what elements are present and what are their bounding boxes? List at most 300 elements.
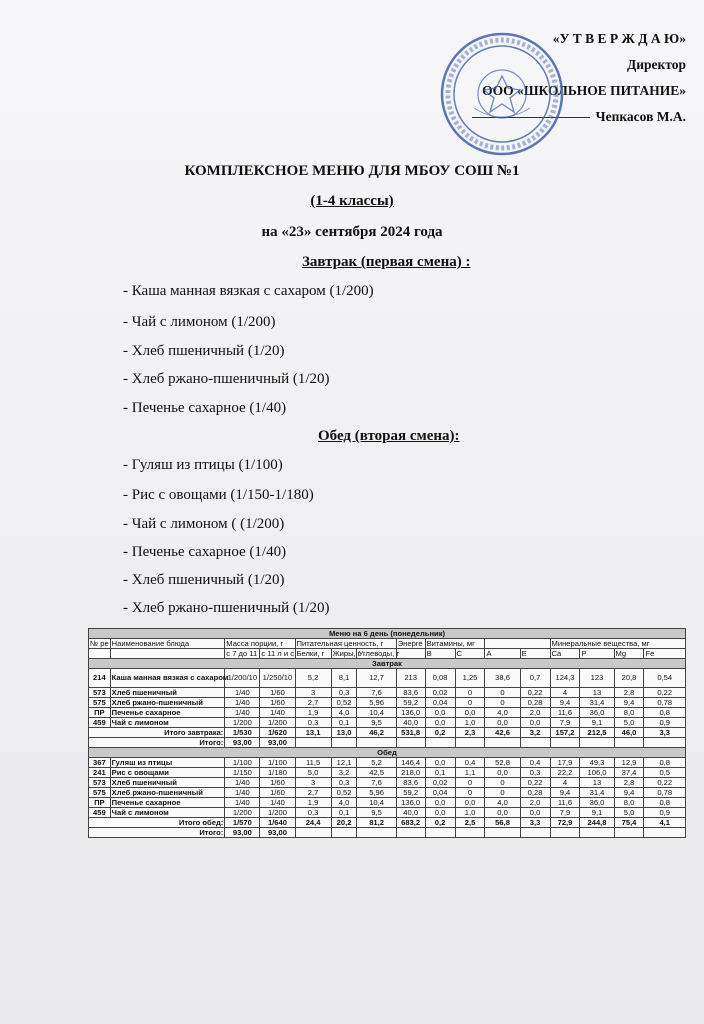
total-value-cell: 42,6 <box>485 728 520 738</box>
value-cell: 0,0 <box>485 768 520 778</box>
value-cell: 36,0 <box>580 798 614 808</box>
breakfast-header: Завтрак (первая смена) : <box>302 254 471 270</box>
value-cell: 1,9 <box>295 708 331 718</box>
value-cell: 0,1 <box>425 768 455 778</box>
breakfast-row <box>89 669 686 688</box>
value-cell: 2,0 <box>520 798 550 808</box>
value-cell: 12,7 <box>357 669 396 688</box>
value-cell: 0,04 <box>425 698 455 708</box>
value-cell: 0,22 <box>644 778 686 788</box>
value-cell: 4,0 <box>485 798 520 808</box>
value-cell: 1,25 <box>455 669 485 688</box>
value-cell: 0,02 <box>425 688 455 698</box>
total-value-cell: 212,5 <box>580 728 614 738</box>
subheader-cell: Ca <box>550 649 580 659</box>
empty-cell <box>295 738 331 748</box>
breakfast-price <box>89 738 686 748</box>
breakfast-band-row <box>89 659 686 669</box>
dish-name-cell: Чай с лимоном <box>110 808 225 818</box>
total-value-cell: 46,0 <box>614 728 644 738</box>
value-cell: 1/150 <box>225 768 260 778</box>
value-cell: 9,1 <box>580 718 614 728</box>
dish-name-cell: Хлеб ржано-пшеничный <box>110 788 225 798</box>
value-cell: 573 <box>89 778 111 788</box>
value-cell: 0,4 <box>520 758 550 768</box>
header-nutrition: Питательная ценность, г <box>295 639 396 649</box>
value-cell: 5,2 <box>295 669 331 688</box>
dish-name-cell: Чай с лимоном <box>110 718 225 728</box>
empty-cell <box>357 738 396 748</box>
empty-cell <box>520 828 550 838</box>
price-cell: 93,00 <box>225 738 260 748</box>
breakfast-item: - Чай с лимоном (1/200) <box>123 314 276 330</box>
value-cell: 0,8 <box>644 708 686 718</box>
lunch-price-label: Итого: <box>89 828 225 838</box>
value-cell: 0,0 <box>485 718 520 728</box>
value-cell: 0,22 <box>520 778 550 788</box>
table-caption-row <box>89 629 686 639</box>
value-cell: 0,0 <box>425 808 455 818</box>
total-value-cell: 1/620 <box>260 728 295 738</box>
value-cell: 124,3 <box>550 669 580 688</box>
value-cell: 0,1 <box>331 718 357 728</box>
value-cell: 7,6 <box>357 778 396 788</box>
lunch-price <box>89 828 686 838</box>
empty-cell <box>331 738 357 748</box>
value-cell: 1,1 <box>455 768 485 778</box>
value-cell: 0,28 <box>520 788 550 798</box>
value-cell: 31,4 <box>580 698 614 708</box>
value-cell: 20,8 <box>614 669 644 688</box>
breakfast-item: - Каша манная вязкая с сахаром (1/200) <box>123 283 374 299</box>
dish-name-cell: Печенье сахарное <box>110 798 225 808</box>
value-cell: 0,0 <box>425 708 455 718</box>
value-cell: 59,2 <box>396 698 425 708</box>
value-cell: 0,9 <box>644 718 686 728</box>
empty-cell <box>550 828 580 838</box>
total-value-cell: 13,0 <box>331 728 357 738</box>
value-cell: 1/200/10 <box>225 669 260 688</box>
value-cell: 7,6 <box>357 688 396 698</box>
value-cell: 0,22 <box>520 688 550 698</box>
value-cell: 12,9 <box>614 758 644 768</box>
value-cell: 1/200 <box>260 718 295 728</box>
value-cell: 1/60 <box>260 698 295 708</box>
total-value-cell: 56,8 <box>485 818 520 828</box>
value-cell: 459 <box>89 808 111 818</box>
value-cell: 0,0 <box>425 718 455 728</box>
subheader-cell: Fe <box>644 649 686 659</box>
empty-cell <box>455 738 485 748</box>
value-cell: 0 <box>455 788 485 798</box>
value-cell: 8,1 <box>331 669 357 688</box>
value-cell: 218,0 <box>396 768 425 778</box>
value-cell: 1,0 <box>455 718 485 728</box>
table-header-row <box>89 639 686 649</box>
value-cell: 575 <box>89 788 111 798</box>
value-cell: 213 <box>396 669 425 688</box>
total-value-cell: 4,1 <box>644 818 686 828</box>
value-cell: 5,2 <box>357 758 396 768</box>
empty-cell <box>644 738 686 748</box>
value-cell: 5,96 <box>357 788 396 798</box>
empty-cell <box>485 828 520 838</box>
empty-cell <box>396 738 425 748</box>
value-cell: 2,7 <box>295 698 331 708</box>
breakfast-item: - Хлеб пшеничный (1/20) <box>123 343 285 359</box>
value-cell: 9,1 <box>580 808 614 818</box>
value-cell: 11,6 <box>550 798 580 808</box>
value-cell: 0,02 <box>425 778 455 788</box>
lunch-row <box>89 778 686 788</box>
total-value-cell: 81,2 <box>357 818 396 828</box>
breakfast-row <box>89 718 686 728</box>
breakfast-total <box>89 728 686 738</box>
value-cell: 146,4 <box>396 758 425 768</box>
dish-name-cell: Хлеб пшеничный <box>110 778 225 788</box>
value-cell: 83,6 <box>396 688 425 698</box>
value-cell: 0,5 <box>644 768 686 778</box>
value-cell: 0,78 <box>644 698 686 708</box>
lunch-row <box>89 768 686 778</box>
subheader-cell: с 11 л и с <box>261 649 294 658</box>
price-cell: 93,00 <box>260 828 295 838</box>
approval-position: Директор <box>626 57 686 72</box>
value-cell: 1/100 <box>225 758 260 768</box>
total-value-cell: 3,2 <box>520 728 550 738</box>
value-cell: 7,9 <box>550 808 580 818</box>
value-cell: 2,0 <box>520 708 550 718</box>
value-cell: 0,0 <box>425 798 455 808</box>
value-cell: 1/40 <box>225 778 260 788</box>
lunch-item: - Хлеб ржано-пшеничный (1/20) <box>123 600 330 616</box>
value-cell: 241 <box>89 768 111 778</box>
empty-cell <box>331 828 357 838</box>
value-cell: 4 <box>550 688 580 698</box>
subheader-cell: E <box>520 649 550 659</box>
value-cell: 40,0 <box>396 718 425 728</box>
value-cell: 0 <box>485 778 520 788</box>
subheader-cell: Жиры, г <box>332 649 361 658</box>
round-stamp-seal <box>438 30 566 158</box>
value-cell: 9,5 <box>357 808 396 818</box>
total-value-cell: 3,3 <box>520 818 550 828</box>
lunch-row <box>89 808 686 818</box>
breakfast-price-label: Итого: <box>89 738 225 748</box>
value-cell: 0,3 <box>295 718 331 728</box>
value-cell: 1/40 <box>225 688 260 698</box>
value-cell: 0,3 <box>520 768 550 778</box>
value-cell: 36,0 <box>580 708 614 718</box>
subheader-cell: Белки, г <box>295 649 331 659</box>
total-value-cell: 24,4 <box>295 818 331 828</box>
lunch-total <box>89 818 686 828</box>
value-cell: 49,3 <box>580 758 614 768</box>
dish-name-cell: Каша манная вязкая с сахаром <box>110 669 225 688</box>
value-cell: 1/40 <box>225 708 260 718</box>
value-cell: 11,5 <box>295 758 331 768</box>
value-cell: 11,6 <box>550 708 580 718</box>
empty-cell <box>520 738 550 748</box>
price-cell: 93,00 <box>260 738 295 748</box>
grades-subtitle: (1-4 классы) <box>310 193 394 209</box>
lunch-item: - Гуляш из птицы (1/100) <box>123 457 283 473</box>
value-cell: 13 <box>580 778 614 788</box>
breakfast-item: - Хлеб ржано-пшеничный (1/20) <box>123 371 330 387</box>
value-cell: 9,4 <box>614 698 644 708</box>
empty-cell <box>580 738 614 748</box>
header-energy: Энерге <box>396 639 425 649</box>
lunch-band: Обед <box>89 748 686 758</box>
value-cell: 573 <box>89 688 111 698</box>
value-cell: 4,0 <box>331 708 357 718</box>
dish-name-cell: Печенье сахарное <box>110 708 225 718</box>
total-value-cell: 1/530 <box>225 728 260 738</box>
value-cell: 52,8 <box>485 758 520 768</box>
value-cell: 9,4 <box>550 788 580 798</box>
value-cell: 136,0 <box>396 708 425 718</box>
value-cell: 0,22 <box>644 688 686 698</box>
value-cell: 31,4 <box>580 788 614 798</box>
value-cell: 1,9 <box>295 798 331 808</box>
value-cell: 0,78 <box>644 788 686 798</box>
value-cell: 0 <box>485 698 520 708</box>
value-cell: 1/60 <box>260 688 295 698</box>
breakfast-item: - Печенье сахарное (1/40) <box>123 400 287 416</box>
breakfast-band: Завтрак <box>89 659 686 669</box>
value-cell: 0,0 <box>455 798 485 808</box>
empty-cell <box>396 828 425 838</box>
value-cell: 0,28 <box>520 698 550 708</box>
value-cell: 3 <box>295 688 331 698</box>
total-value-cell: 0,2 <box>425 728 455 738</box>
value-cell: 1/60 <box>260 788 295 798</box>
subheader-cell: P <box>580 649 614 659</box>
value-cell: 123 <box>580 669 614 688</box>
value-cell: 0,0 <box>485 808 520 818</box>
total-value-cell: 683,2 <box>396 818 425 828</box>
total-value-cell: 75,4 <box>614 818 644 828</box>
value-cell: 0,3 <box>331 688 357 698</box>
total-value-cell: 2,5 <box>455 818 485 828</box>
header-portion-mass: Масса порции, г <box>225 639 295 649</box>
lunch-item: - Рис с овощами (1/150-1/180) <box>123 487 314 503</box>
value-cell: 5,0 <box>614 718 644 728</box>
lunch-row <box>89 788 686 798</box>
value-cell: 0,52 <box>331 788 357 798</box>
subheader-blank <box>110 649 225 659</box>
dish-name-cell: Рис с овощами <box>110 768 225 778</box>
lunch-row <box>89 798 686 808</box>
value-cell: 3 <box>295 778 331 788</box>
subheader-blank <box>396 649 425 659</box>
subheader-blank <box>89 649 111 659</box>
total-value-cell: 46,2 <box>357 728 396 738</box>
value-cell: 0,8 <box>644 758 686 768</box>
breakfast-total-label: Итого завтрака: <box>89 728 225 738</box>
empty-cell <box>614 828 644 838</box>
value-cell: 0 <box>455 698 485 708</box>
value-cell: 1/200 <box>225 718 260 728</box>
document-title: КОМПЛЕКСНОЕ МЕНЮ ДЛЯ МБОУ СОШ №1 <box>184 163 520 179</box>
value-cell: 2,7 <box>295 788 331 798</box>
lunch-row <box>89 758 686 768</box>
value-cell: 22,2 <box>550 768 580 778</box>
subheader-cell: с 7 до 11 <box>225 649 260 659</box>
empty-cell <box>485 738 520 748</box>
empty-cell <box>614 738 644 748</box>
value-cell: 17,9 <box>550 758 580 768</box>
value-cell: ПР <box>89 708 111 718</box>
header-dish-name: Наименование блюда <box>110 639 225 649</box>
lunch-header: Обед (вторая смена): <box>318 428 460 444</box>
value-cell: 5,0 <box>614 808 644 818</box>
lunch-item: - Хлеб пшеничный (1/20) <box>123 572 285 588</box>
table-subheader-row <box>89 649 686 659</box>
value-cell: 1/40 <box>225 698 260 708</box>
empty-cell <box>455 828 485 838</box>
value-cell: 1/200 <box>260 808 295 818</box>
value-cell: 8,0 <box>614 798 644 808</box>
approval-signatory-name: Чепкасов М.А. <box>595 109 686 124</box>
total-value-cell: 13,1 <box>295 728 331 738</box>
empty-cell <box>580 828 614 838</box>
breakfast-row <box>89 688 686 698</box>
value-cell: 37,4 <box>614 768 644 778</box>
value-cell: 38,6 <box>485 669 520 688</box>
subheader-cell: A <box>485 649 520 659</box>
value-cell: 42,5 <box>357 768 396 778</box>
value-cell: 0,7 <box>520 669 550 688</box>
value-cell: 459 <box>89 718 111 728</box>
value-cell: 83,6 <box>396 778 425 788</box>
value-cell: 4,0 <box>331 798 357 808</box>
lunch-band-row <box>89 748 686 758</box>
total-value-cell: 157,2 <box>550 728 580 738</box>
value-cell: 1/40 <box>260 798 295 808</box>
subheader-cell: Углеводы, г <box>358 649 400 658</box>
total-value-cell: 72,9 <box>550 818 580 828</box>
empty-cell <box>295 828 331 838</box>
lunch-item: - Печенье сахарное (1/40) <box>123 544 287 560</box>
value-cell: 0,3 <box>331 778 357 788</box>
breakfast-row <box>89 708 686 718</box>
dish-name-cell: Хлеб пшеничный <box>110 688 225 698</box>
header-blank <box>485 639 550 649</box>
value-cell: 0,0 <box>520 718 550 728</box>
value-cell: 0,0 <box>425 758 455 768</box>
value-cell: 136,0 <box>396 798 425 808</box>
value-cell: 12,1 <box>331 758 357 768</box>
value-cell: 0 <box>455 688 485 698</box>
lunch-item: - Чай с лимоном ( (1/200) <box>123 516 285 532</box>
lunch-total-label: Итого обед: <box>89 818 225 828</box>
price-cell: 93,00 <box>225 828 260 838</box>
value-cell: 0,9 <box>644 808 686 818</box>
value-cell: 1/60 <box>260 778 295 788</box>
value-cell: 9,4 <box>614 788 644 798</box>
value-cell: 9,4 <box>550 698 580 708</box>
empty-cell <box>425 828 455 838</box>
value-cell: 2,8 <box>614 778 644 788</box>
value-cell: 0,8 <box>644 798 686 808</box>
value-cell: 0 <box>485 688 520 698</box>
value-cell: 1/40 <box>225 788 260 798</box>
empty-cell <box>644 828 686 838</box>
value-cell: 9,5 <box>357 718 396 728</box>
empty-cell <box>425 738 455 748</box>
subheader-cell: C <box>455 649 485 659</box>
value-cell: 0,3 <box>295 808 331 818</box>
value-cell: 0,0 <box>455 708 485 718</box>
value-cell: 0,52 <box>331 698 357 708</box>
table-caption: Меню на 6 день (понедельник) <box>89 629 686 639</box>
total-value-cell: 0,2 <box>425 818 455 828</box>
total-value-cell: 531,8 <box>396 728 425 738</box>
value-cell: 0,0 <box>520 808 550 818</box>
total-value-cell: 20,2 <box>331 818 357 828</box>
dish-name-cell: Гуляш из птицы <box>110 758 225 768</box>
value-cell: 367 <box>89 758 111 768</box>
value-cell: 0,08 <box>425 669 455 688</box>
total-value-cell: 244,8 <box>580 818 614 828</box>
total-value-cell: 1/570 <box>225 818 260 828</box>
value-cell: 4,0 <box>485 708 520 718</box>
value-cell: 0,54 <box>644 669 686 688</box>
value-cell: 1/200 <box>225 808 260 818</box>
value-cell: 0,04 <box>425 788 455 798</box>
menu-date: на «23» сентября 2024 года <box>261 224 443 240</box>
value-cell: 106,0 <box>580 768 614 778</box>
approval-title: «У Т В Е Р Ж Д А Ю» <box>552 31 686 46</box>
dish-name-cell: Хлеб ржано-пшеничный <box>110 698 225 708</box>
value-cell: 575 <box>89 698 111 708</box>
value-cell: 0,1 <box>331 808 357 818</box>
value-cell: 8,0 <box>614 708 644 718</box>
value-cell: 4 <box>550 778 580 788</box>
breakfast-row <box>89 698 686 708</box>
value-cell: 0 <box>485 788 520 798</box>
value-cell: 0,4 <box>455 758 485 768</box>
value-cell: 214 <box>89 669 111 688</box>
value-cell: 1/250/10 <box>260 669 295 688</box>
value-cell: 10,4 <box>357 798 396 808</box>
value-cell: 1,0 <box>455 808 485 818</box>
total-value-cell: 1/640 <box>260 818 295 828</box>
approval-company: ООО «ШКОЛЬНОЕ ПИТАНИЕ» <box>482 83 686 98</box>
value-cell: 3,2 <box>331 768 357 778</box>
subheader-cell: B <box>425 649 455 659</box>
value-cell: 5,96 <box>357 698 396 708</box>
value-cell: 1/40 <box>225 798 260 808</box>
total-value-cell: 2,3 <box>455 728 485 738</box>
value-cell: 0 <box>455 778 485 788</box>
header-vitamins: Витамины, мг <box>425 639 485 649</box>
empty-cell <box>357 828 396 838</box>
nutrition-table <box>88 628 686 838</box>
subheader-cell: Mg <box>614 649 644 659</box>
value-cell: ПР <box>89 798 111 808</box>
value-cell: 1/40 <box>260 708 295 718</box>
value-cell: 2,8 <box>614 688 644 698</box>
value-cell: 5,0 <box>295 768 331 778</box>
total-value-cell: 3,3 <box>644 728 686 738</box>
value-cell: 1/180 <box>260 768 295 778</box>
value-cell: 59,2 <box>396 788 425 798</box>
value-cell: 13 <box>580 688 614 698</box>
header-recipe-number: № ре <box>90 639 109 648</box>
value-cell: 40,0 <box>396 808 425 818</box>
